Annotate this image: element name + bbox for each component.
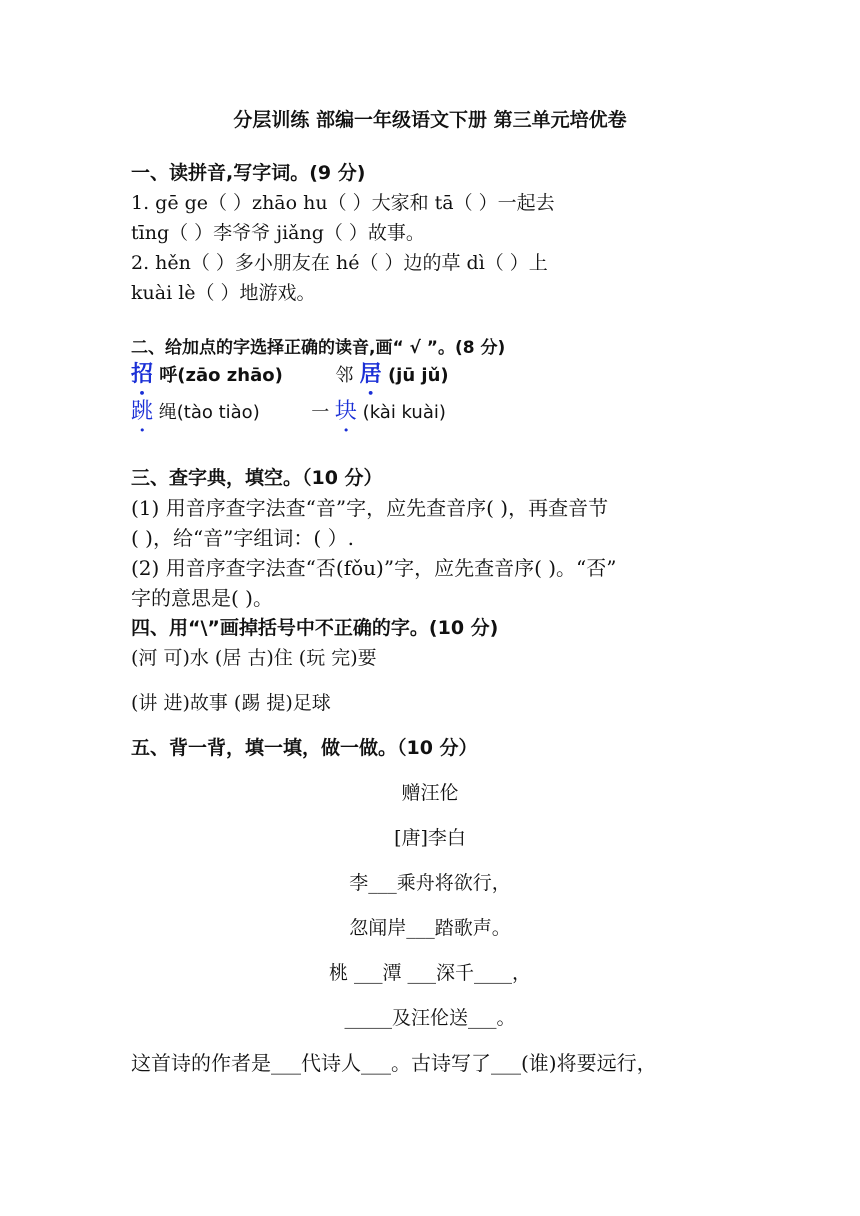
section-3-heading: 三、查字典，填空。（10 分） bbox=[131, 467, 383, 489]
section-5-heading: 五、背一背，填一填，做一做。（10 分） bbox=[131, 737, 478, 759]
prefix-char: 邻 bbox=[335, 365, 354, 386]
section-3-line-3: (2) 用音序查字法查“否(fǒu)”字，应先查音序( )。“否” bbox=[131, 556, 617, 580]
page-title: 分层训练 部编一年级语文下册 第三单元培优卷 bbox=[233, 109, 627, 131]
poem-line-2: 忽闻岸___踏歌声。 bbox=[349, 917, 511, 939]
poem-line-4: _____及汪伦送___。 bbox=[344, 1007, 516, 1029]
poem-line-3: 桃 ___潭 ___深千____， bbox=[328, 962, 532, 984]
section-3-line-2: ( )，给“音”字组词：( ）. bbox=[131, 526, 354, 550]
section-3-line-4: 字的意思是( )。 bbox=[131, 586, 273, 610]
section-5-question: 这首诗的作者是___代诗人___。古诗写了___(谁)将要远行， bbox=[131, 1051, 657, 1075]
prefix-char: 一 bbox=[311, 402, 330, 423]
section-2-heading: 二、给加点的字选择正确的读音,画“ √ ”。(8 分) bbox=[131, 338, 506, 358]
section-1-line-1: 1. gē ge（ ）zhāo hu（ ）大家和 tā（ ）一起去 bbox=[131, 192, 555, 214]
pinyin-choice: 绳(tào tiào) bbox=[158, 402, 260, 423]
section-1-line-4: kuài lè（ ）地游戏。 bbox=[131, 282, 316, 304]
section-4-line-2: (讲 进)故事 (踢 提)足球 bbox=[131, 692, 331, 714]
dotted-char: 招 bbox=[131, 362, 154, 387]
pinyin-choice: (kài kuài) bbox=[362, 402, 446, 423]
section-1-heading: 一、读拼音,写字词。(9 分) bbox=[131, 162, 366, 184]
section-1-line-2: tīng（ ）李爷爷 jiǎng（ ）故事。 bbox=[131, 222, 425, 244]
section-4-line-1: (河 可)水 (居 古)住 (玩 完)要 bbox=[131, 647, 377, 669]
dotted-char: 居 bbox=[359, 362, 382, 387]
poem-line-1: 李___乘舟将欲行， bbox=[349, 872, 511, 894]
section-2-row-2 bbox=[131, 398, 446, 437]
dotted-char: 跳 bbox=[131, 399, 154, 424]
section-3-line-1: (1) 用音序查字法查“音”字，应先查音序( )，再查音节 bbox=[131, 496, 609, 520]
section-4-heading: 四、用“\”画掉括号中不正确的字。(10 分) bbox=[131, 617, 499, 639]
poem-title: 赠汪伦 bbox=[401, 782, 459, 804]
pinyin-choice: 呼(zāo zhāo) bbox=[159, 365, 283, 386]
section-2-row-1 bbox=[131, 361, 449, 400]
section-1-line-3: 2. hěn（ ）多小朋友在 hé（ ）边的草 dì（ ）上 bbox=[131, 252, 548, 274]
pinyin-choice: (jū jǔ) bbox=[387, 365, 449, 386]
poem-author: [唐]李白 bbox=[394, 827, 466, 849]
dotted-char: 块 bbox=[334, 399, 357, 424]
